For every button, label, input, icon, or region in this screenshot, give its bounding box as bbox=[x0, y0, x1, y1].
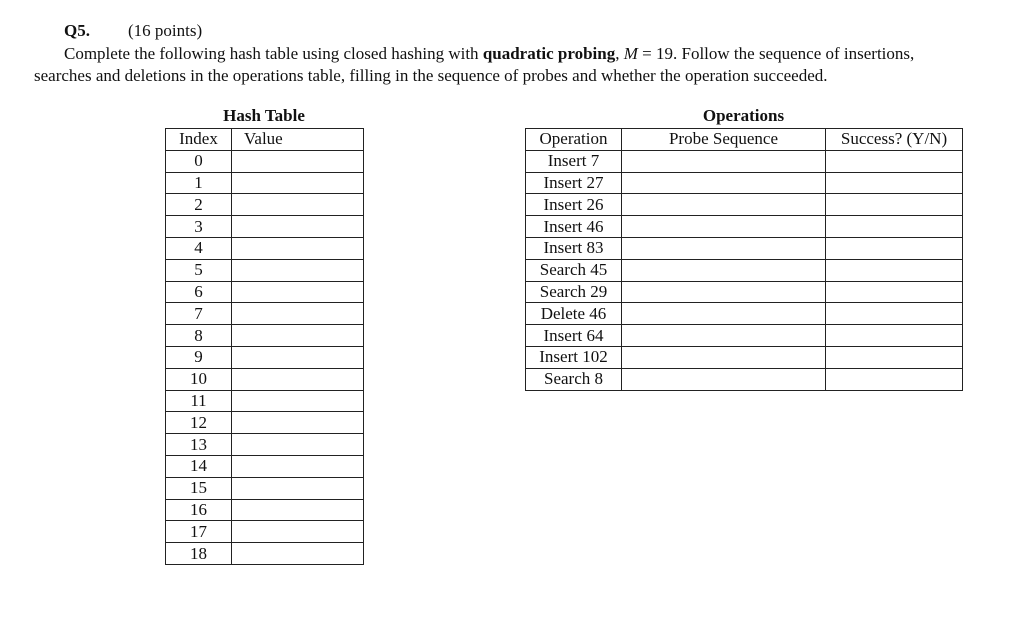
hash-value-cell[interactable] bbox=[232, 543, 364, 565]
hash-index-cell: 3 bbox=[166, 216, 232, 238]
hash-index-cell: 10 bbox=[166, 368, 232, 390]
hash-value-cell[interactable] bbox=[232, 521, 364, 543]
probe-sequence-cell[interactable] bbox=[622, 150, 826, 172]
hash-table-header-row bbox=[166, 129, 364, 151]
header-operation: Operation bbox=[526, 129, 622, 151]
hash-index-cell: 16 bbox=[166, 499, 232, 521]
hash-value-cell[interactable] bbox=[232, 455, 364, 477]
operation-cell: Insert 64 bbox=[526, 325, 622, 347]
operation-cell: Insert 102 bbox=[526, 346, 622, 368]
hash-table-row bbox=[166, 499, 364, 521]
hash-table-row bbox=[166, 368, 364, 390]
probe-sequence-cell[interactable] bbox=[622, 194, 826, 216]
hash-table-title: Hash Table bbox=[223, 106, 305, 125]
probe-sequence-cell[interactable] bbox=[622, 259, 826, 281]
hash-value-cell[interactable] bbox=[232, 499, 364, 521]
probe-sequence-cell[interactable] bbox=[622, 172, 826, 194]
hash-value-cell[interactable] bbox=[232, 325, 364, 347]
hash-index-cell: 17 bbox=[166, 521, 232, 543]
operation-cell: Insert 26 bbox=[526, 194, 622, 216]
hash-index-cell: 2 bbox=[166, 194, 232, 216]
header-index: Index bbox=[166, 129, 232, 151]
hash-value-cell[interactable] bbox=[232, 477, 364, 499]
operation-row bbox=[526, 150, 963, 172]
operation-cell: Search 45 bbox=[526, 259, 622, 281]
instructions-separator: , bbox=[615, 44, 624, 63]
hash-table-row bbox=[166, 412, 364, 434]
operation-cell: Search 8 bbox=[526, 368, 622, 390]
hash-index-cell: 18 bbox=[166, 543, 232, 565]
success-cell[interactable] bbox=[826, 216, 963, 238]
success-cell[interactable] bbox=[826, 281, 963, 303]
success-cell[interactable] bbox=[826, 368, 963, 390]
operation-row bbox=[526, 281, 963, 303]
hash-index-cell: 5 bbox=[166, 259, 232, 281]
operation-cell: Delete 46 bbox=[526, 303, 622, 325]
question-number: Q5. bbox=[64, 21, 90, 40]
operation-cell: Search 29 bbox=[526, 281, 622, 303]
hash-index-cell: 9 bbox=[166, 346, 232, 368]
success-cell[interactable] bbox=[826, 172, 963, 194]
success-cell[interactable] bbox=[826, 303, 963, 325]
hash-value-cell[interactable] bbox=[232, 237, 364, 259]
hash-table-row bbox=[166, 237, 364, 259]
hash-table bbox=[165, 128, 364, 565]
operation-cell: Insert 7 bbox=[526, 150, 622, 172]
probing-method: quadratic probing bbox=[482, 44, 616, 63]
operation-row bbox=[526, 172, 963, 194]
hash-table-row bbox=[166, 281, 364, 303]
success-cell[interactable] bbox=[826, 325, 963, 347]
instructions-line-1 bbox=[34, 43, 984, 65]
operation-cell: Insert 83 bbox=[526, 237, 622, 259]
operations-table bbox=[525, 128, 963, 391]
hash-index-cell: 4 bbox=[166, 237, 232, 259]
probe-sequence-cell[interactable] bbox=[622, 303, 826, 325]
operations-table-body bbox=[526, 129, 963, 391]
hash-value-cell[interactable] bbox=[232, 368, 364, 390]
success-cell[interactable] bbox=[826, 237, 963, 259]
hash-index-cell: 0 bbox=[166, 150, 232, 172]
hash-index-cell: 1 bbox=[166, 172, 232, 194]
operation-cell: Insert 46 bbox=[526, 216, 622, 238]
hash-value-cell[interactable] bbox=[232, 346, 364, 368]
hash-index-cell: 8 bbox=[166, 325, 232, 347]
hash-table-row bbox=[166, 303, 364, 325]
instructions-text-end: = 19. Follow the sequence of insertions, bbox=[637, 44, 915, 63]
success-cell[interactable] bbox=[826, 346, 963, 368]
hash-index-cell: 14 bbox=[166, 455, 232, 477]
hash-value-cell[interactable] bbox=[232, 303, 364, 325]
table-size-variable: M bbox=[623, 44, 638, 63]
probe-sequence-cell[interactable] bbox=[622, 325, 826, 347]
instructions-line-2: searches and deletions in the operations table, filling in the sequence of probes and whether the operation succeeded. bbox=[34, 66, 828, 85]
probe-sequence-cell[interactable] bbox=[622, 216, 826, 238]
hash-value-cell[interactable] bbox=[232, 390, 364, 412]
hash-value-cell[interactable] bbox=[232, 434, 364, 456]
hash-value-cell[interactable] bbox=[232, 281, 364, 303]
question-header bbox=[64, 20, 202, 42]
hash-index-cell: 11 bbox=[166, 390, 232, 412]
hash-table-row bbox=[166, 259, 364, 281]
hash-table-row bbox=[166, 346, 364, 368]
hash-index-cell: 12 bbox=[166, 412, 232, 434]
probe-sequence-cell[interactable] bbox=[622, 281, 826, 303]
header-probe-sequence: Probe Sequence bbox=[622, 129, 826, 151]
hash-table-row bbox=[166, 455, 364, 477]
hash-table-row bbox=[166, 172, 364, 194]
operation-cell: Insert 27 bbox=[526, 172, 622, 194]
hash-table-row bbox=[166, 521, 364, 543]
operation-row bbox=[526, 259, 963, 281]
hash-index-cell: 6 bbox=[166, 281, 232, 303]
operation-row bbox=[526, 303, 963, 325]
hash-table-row bbox=[166, 194, 364, 216]
hash-value-cell[interactable] bbox=[232, 216, 364, 238]
instructions-text-start: Complete the following hash table using closed hashing with bbox=[64, 44, 483, 63]
operation-row bbox=[526, 194, 963, 216]
operation-row bbox=[526, 368, 963, 390]
hash-table-row bbox=[166, 150, 364, 172]
hash-table-row bbox=[166, 216, 364, 238]
header-success: Success? (Y/N) bbox=[826, 129, 963, 151]
probe-sequence-cell[interactable] bbox=[622, 346, 826, 368]
question-instructions bbox=[34, 43, 984, 87]
hash-index-cell: 13 bbox=[166, 434, 232, 456]
operation-row bbox=[526, 216, 963, 238]
hash-table-row bbox=[166, 390, 364, 412]
hash-value-cell[interactable] bbox=[232, 412, 364, 434]
hash-table-row bbox=[166, 543, 364, 565]
hash-table-row bbox=[166, 477, 364, 499]
hash-index-cell: 7 bbox=[166, 303, 232, 325]
operation-row bbox=[526, 325, 963, 347]
probe-sequence-cell[interactable] bbox=[622, 368, 826, 390]
hash-table-row bbox=[166, 434, 364, 456]
hash-index-cell: 15 bbox=[166, 477, 232, 499]
operations-table-title: Operations bbox=[702, 106, 785, 125]
probe-sequence-cell[interactable] bbox=[622, 237, 826, 259]
operation-row bbox=[526, 346, 963, 368]
hash-value-cell[interactable] bbox=[232, 172, 364, 194]
question-points: (16 points) bbox=[128, 21, 203, 40]
success-cell[interactable] bbox=[826, 194, 963, 216]
hash-table-row bbox=[166, 325, 364, 347]
success-cell[interactable] bbox=[826, 150, 963, 172]
success-cell[interactable] bbox=[826, 259, 963, 281]
hash-value-cell[interactable] bbox=[232, 259, 364, 281]
hash-table-body bbox=[166, 129, 364, 565]
operation-row bbox=[526, 237, 963, 259]
hash-value-cell[interactable] bbox=[232, 150, 364, 172]
operations-table-header-row bbox=[526, 129, 963, 151]
header-value: Value bbox=[232, 129, 364, 151]
hash-value-cell[interactable] bbox=[232, 194, 364, 216]
